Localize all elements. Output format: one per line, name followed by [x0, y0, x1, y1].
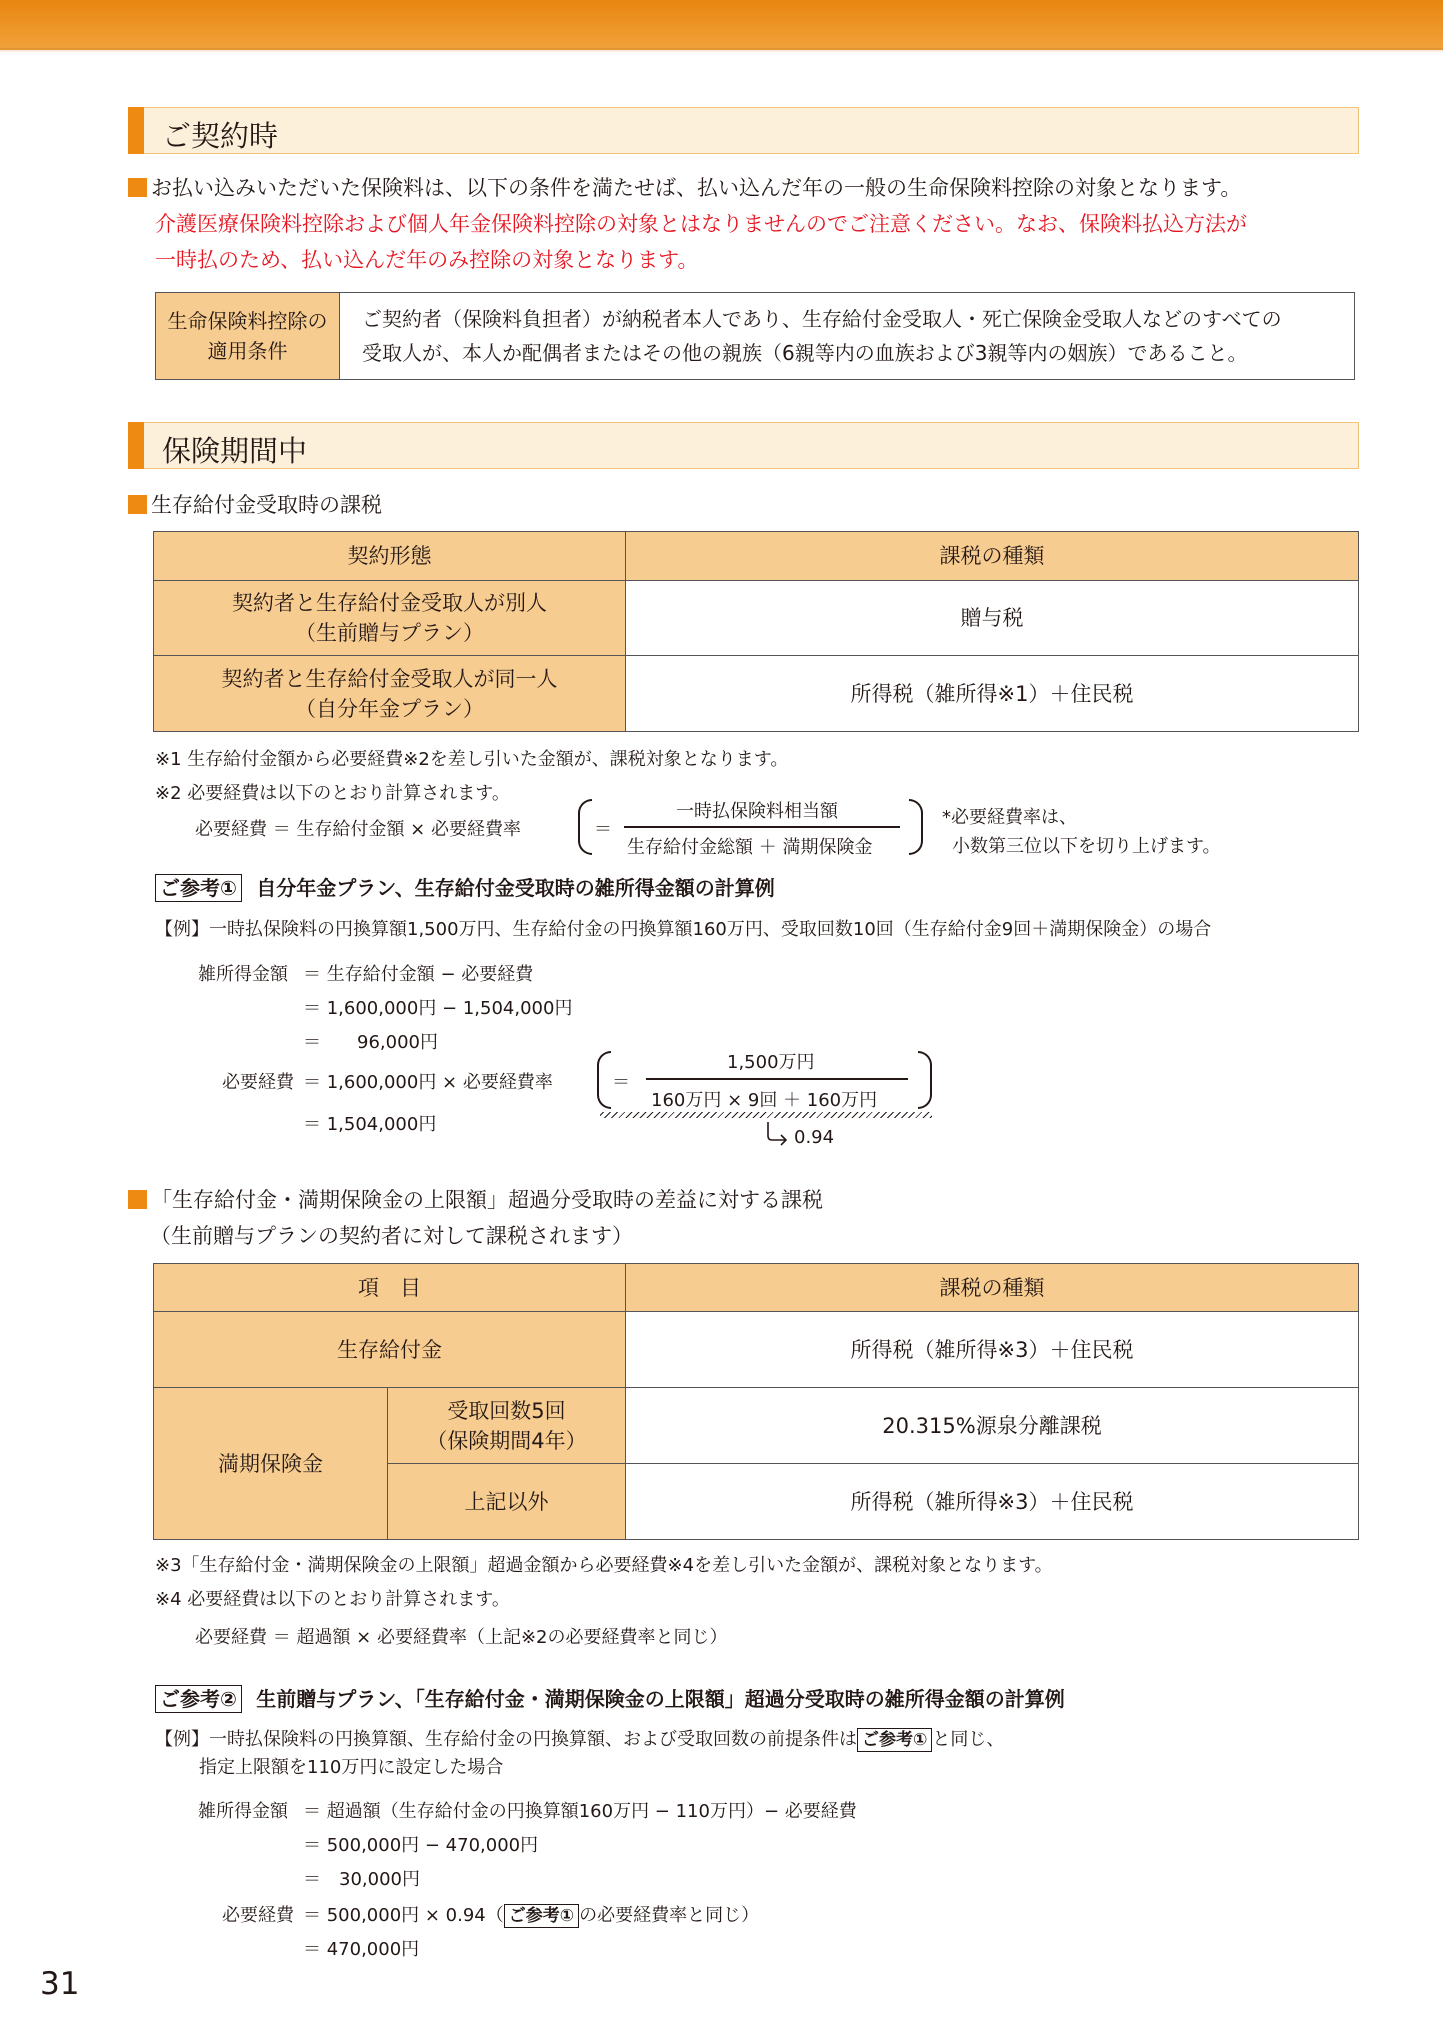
paren — [918, 1051, 932, 1109]
formula-denominator: 生存給付金総額 ＋ 満期保険金 — [627, 837, 873, 858]
condition-label: 生命保険料控除の 適用条件 — [156, 293, 340, 380]
table-cell: 満期保険金 — [154, 1388, 388, 1540]
subheading: 「生存給付金・満期保険金の上限額」超過分受取時の差益に対する課税 — [128, 1182, 823, 1218]
subheading: 生存給付金受取時の課税 — [128, 487, 382, 523]
table-header: 契約形態 — [154, 532, 626, 581]
paragraph-line: お払い込みいただいた保険料は、以下の条件を満たせば、払い込んだ年の一般の生命保険料控除の対象となります。 — [128, 170, 1241, 206]
section-heading-contract — [128, 107, 1359, 154]
reference-badge: ご参考① — [857, 1728, 932, 1752]
header-shadow — [0, 48, 1443, 53]
tax-table-excess — [153, 1263, 1359, 1540]
footnote: ※3「生存給付金・満期保険金の上限額」超過金額から必要経費※4を差し引いた金額が、課税対象となります。 — [155, 1555, 1053, 1576]
formula-numerator: 1,500万円 — [727, 1052, 815, 1073]
calc-line: ＝ 1,600,000円 − 1,504,000円 — [303, 998, 573, 1019]
calc-line: ＝ 96,000円 — [303, 1032, 438, 1053]
warning-line: 介護医療保険料控除および個人年金保険料控除の対象とはなりませんのでご注意ください。なお、保険料払込方法が — [155, 212, 1247, 236]
calc-line: ＝ 1,504,000円 — [303, 1114, 437, 1135]
footnote: ※1 生存給付金額から必要経費※2を差し引いた金額が、課税対象となります。 — [155, 749, 789, 770]
section-heading-period — [128, 422, 1359, 469]
footnote: ※2 必要経費は以下のとおり計算されます。 — [155, 783, 510, 804]
section-title: 保険期間中 — [162, 434, 308, 468]
footnote: ※4 必要経費は以下のとおり計算されます。 — [155, 1589, 510, 1610]
calc-line: ＝ 470,000円 — [303, 1939, 420, 1960]
reference-badge: ご参考② — [155, 1685, 242, 1713]
calc-label: 必要経費 — [222, 1072, 294, 1093]
reference-heading — [155, 872, 775, 902]
paren — [597, 1051, 611, 1109]
square-bullet-icon — [128, 1190, 147, 1209]
example-text: 【例】一時払保険料の円換算額、生存給付金の円換算額、および受取回数の前提条件は ご参考① と同じ、 — [155, 1729, 1005, 1750]
paren — [909, 799, 923, 855]
formula-equals: ＝ — [594, 819, 612, 840]
page-number: 31 — [40, 1966, 80, 2002]
condition-text: ご契約者（保険料負担者）が納税者本人であり、生存給付金受取人・死亡保険金受取人などのすべての 受取人が、本人か配偶者またはその他の親族（6親等内の血族および3親等内の姻族）であること。 — [340, 293, 1355, 380]
formula-left: 必要経費 ＝ 生存給付金額 × 必要経費率 — [195, 819, 521, 840]
wavy-underline — [600, 1112, 932, 1118]
reference-badge: ご参考① — [155, 874, 242, 902]
reference-badge: ご参考① — [504, 1904, 579, 1928]
formula-left: 必要経費 ＝ 超過額 × 必要経費率（上記※2の必要経費率と同じ） — [195, 1627, 728, 1648]
table-cell: 贈与税 — [626, 581, 1359, 656]
table-cell: 所得税（雑所得※3）＋住民税 — [626, 1464, 1359, 1540]
calc-line: ＝ 30,000円 — [303, 1869, 420, 1890]
tax-table-survival — [153, 531, 1359, 732]
table-cell: 20.315%源泉分離課税 — [626, 1388, 1359, 1464]
reference-title: 自分年金プラン、生存給付金受取時の雑所得金額の計算例 — [256, 876, 775, 900]
table-cell: 受取回数5回 （保険期間4年） — [388, 1388, 626, 1464]
calc-line: ＝ 500,000円 × 0.94（ ご参考① の必要経費率と同じ） — [303, 1905, 760, 1926]
calc-result: 0.94 — [794, 1127, 835, 1148]
header-band — [0, 0, 1443, 50]
table-cell: 生存給付金 — [154, 1312, 626, 1388]
square-bullet-icon — [128, 178, 147, 197]
fraction-line — [624, 826, 900, 828]
formula-numerator: 一時払保険料相当額 — [676, 801, 838, 822]
formula-equals: ＝ — [612, 1072, 630, 1093]
table-cell: 上記以外 — [388, 1464, 626, 1540]
table-cell: 契約者と生存給付金受取人が別人 （生前贈与プラン） — [154, 581, 626, 656]
heading-accent-bar — [128, 107, 144, 154]
calc-label: 雑所得金額 — [198, 964, 288, 985]
table-cell: 契約者と生存給付金受取人が同一人 （自分年金プラン） — [154, 656, 626, 732]
calc-line: ＝ 500,000円 − 470,000円 — [303, 1835, 539, 1856]
reference-heading — [155, 1683, 1065, 1713]
calc-line: ＝ 生存給付金額 − 必要経費 — [303, 964, 534, 985]
condition-table — [155, 292, 1355, 380]
calc-label: 必要経費 — [222, 1905, 294, 1926]
square-bullet-icon — [128, 495, 147, 514]
formula-note: *必要経費率は、 — [942, 807, 1077, 828]
heading-accent-bar — [128, 422, 144, 469]
calc-line: ＝ 1,600,000円 × 必要経費率 — [303, 1072, 553, 1093]
paren — [578, 799, 592, 855]
section-title: ご契約時 — [162, 119, 279, 153]
formula-note: 小数第三位以下を切り上げます。 — [952, 836, 1221, 857]
subheading-line: （生前贈与プランの契約者に対して課税されます） — [150, 1224, 633, 1248]
example-text: 【例】一時払保険料の円換算額1,500万円、生存給付金の円換算額160万円、受取回数10回（生存給付金9回＋満期保険金）の場合 — [155, 919, 1212, 940]
fraction-line — [646, 1078, 908, 1080]
formula-denominator: 160万円 × 9回 ＋ 160万円 — [651, 1090, 878, 1111]
table-header: 項 目 — [154, 1264, 626, 1312]
table-header: 課税の種類 — [626, 1264, 1359, 1312]
table-header: 課税の種類 — [626, 532, 1359, 581]
example-text: 指定上限額を110万円に設定した場合 — [199, 1757, 504, 1778]
arrow-icon — [764, 1120, 794, 1150]
table-cell: 所得税（雑所得※1）＋住民税 — [626, 656, 1359, 732]
reference-title: 生前贈与プラン、「生存給付金・満期保険金の上限額」超過分受取時の雑所得金額の計算例 — [256, 1687, 1065, 1711]
warning-line: 一時払のため、払い込んだ年のみ控除の対象となります。 — [155, 248, 699, 272]
calc-label: 雑所得金額 — [198, 1801, 288, 1822]
table-cell: 所得税（雑所得※3）＋住民税 — [626, 1312, 1359, 1388]
calc-line: ＝ 超過額（生存給付金の円換算額160万円 − 110万円）− 必要経費 — [303, 1801, 857, 1822]
